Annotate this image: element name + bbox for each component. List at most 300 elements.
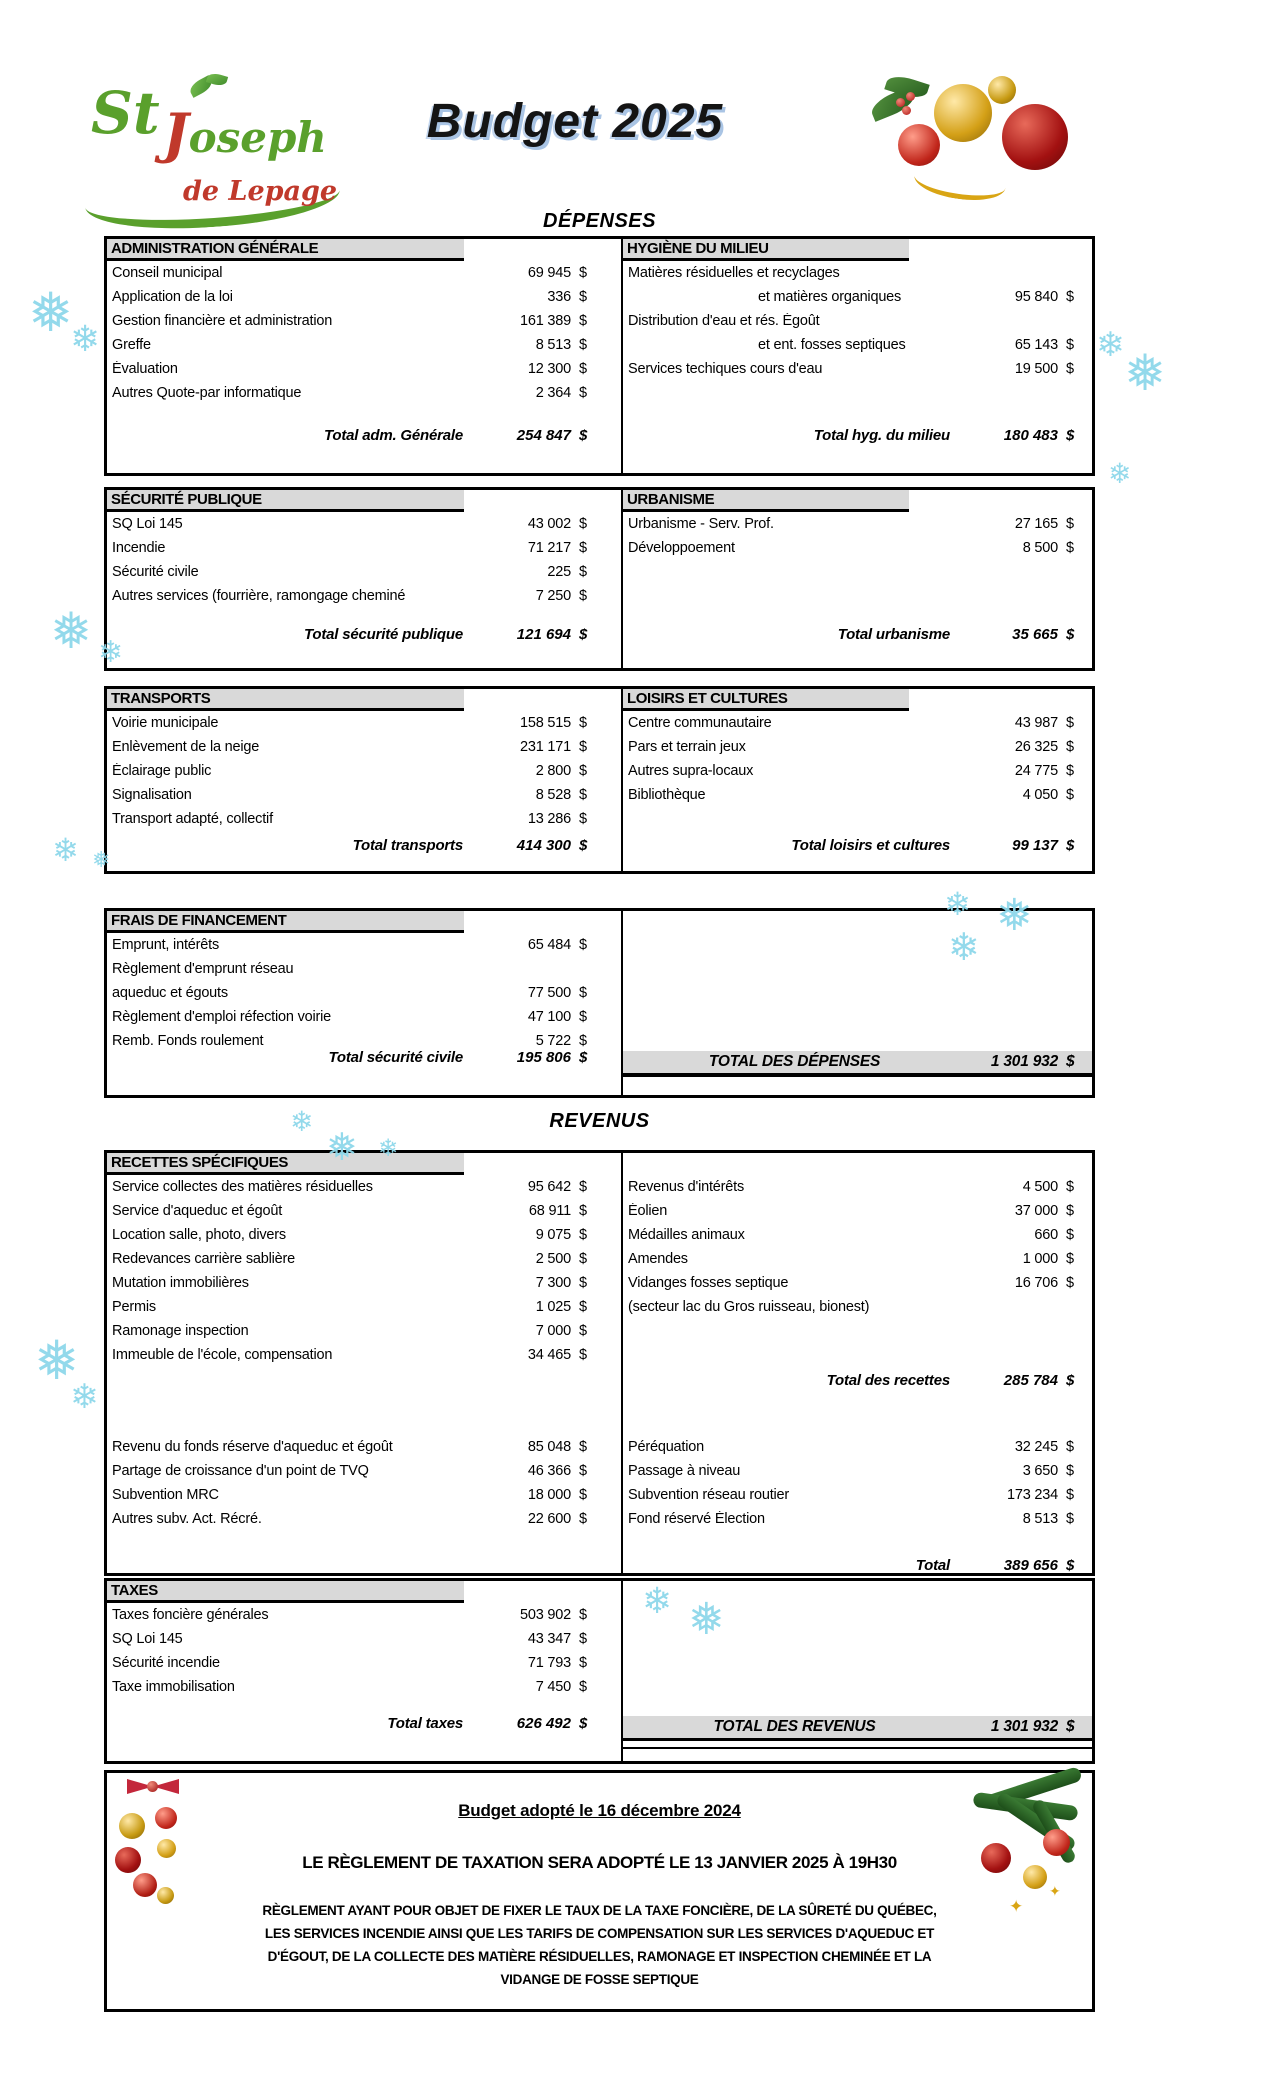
- currency-symbol: $: [579, 1203, 587, 1219]
- snowflake-icon: ❄: [1108, 457, 1132, 490]
- reglement-details-paragraph: RÈGLEMENT AYANT POUR OBJET DE FIXER LE TAUX DE LA TAXE FONCIÈRE, DE LA SÛRETÉ DU QUÉBEC, LES SERVICES INCENDIE AINSI QUE LES TARIFS DE COMPENSATION SUR LES SERVICES D'AQUEDUC ET D'ÉGOUT, DE LA COLLECTE DES MATIÈRE RÉSIDUELLES, RAMONAGE ET INSPECTION CHEMINÉE ET LA VIDANGE DE FOSSE SEPTIQUE: [262, 1903, 937, 1987]
- currency-symbol: $: [1066, 625, 1075, 643]
- row-value: 95 642: [527, 1179, 571, 1195]
- currency-symbol: $: [579, 1033, 587, 1049]
- row-value: 1 025: [535, 1299, 571, 1315]
- currency-symbol: $: [579, 1009, 587, 1025]
- row-label: Pars et terrain jeux: [628, 739, 746, 755]
- holly-berry-icon: [902, 106, 911, 115]
- currency-symbol: $: [1066, 1511, 1074, 1527]
- logo-text-st: St: [91, 79, 160, 147]
- snowflake-icon: ❄: [642, 1581, 673, 1622]
- pine-branch-image: [943, 1773, 1088, 1943]
- row-value: 47 100: [527, 1009, 571, 1025]
- row-label: Développoement: [628, 540, 735, 556]
- currency-symbol: $: [579, 1179, 587, 1195]
- gold-bauble-icon: [119, 1813, 145, 1839]
- row-label: Signalisation: [112, 787, 192, 803]
- currency-symbol: $: [1066, 763, 1074, 779]
- red-bauble-icon: [115, 1847, 141, 1873]
- table-row: [107, 1675, 621, 1699]
- table-row: [107, 536, 621, 560]
- section-header: [623, 689, 909, 711]
- row-value: 69 945: [527, 265, 571, 281]
- table-row: [107, 1651, 621, 1675]
- row-value: 71 793: [527, 1655, 571, 1671]
- section-recettes-droite: [623, 1153, 1092, 1573]
- currency-symbol: $: [579, 1714, 588, 1732]
- table-row: [107, 1247, 621, 1271]
- red-bauble-icon: [981, 1843, 1011, 1873]
- row-value: 46 366: [527, 1463, 571, 1479]
- row-label: Greffe: [112, 337, 151, 353]
- currency-symbol: $: [579, 1511, 587, 1527]
- red-bauble-icon: [155, 1807, 177, 1829]
- currency-symbol: $: [579, 337, 587, 353]
- currency-symbol: $: [579, 1439, 587, 1455]
- row-value: 24 775: [1014, 763, 1058, 779]
- currency-symbol: $: [579, 1607, 587, 1623]
- row-value: 43 002: [527, 516, 571, 532]
- row-value: 77 500: [527, 985, 571, 1001]
- row-label: Services techiques cours d'eau: [628, 361, 823, 377]
- currency-symbol: $: [1066, 1371, 1075, 1389]
- section-title: URBANISME: [627, 491, 715, 508]
- table-row: [623, 711, 1092, 735]
- total-value: 180 483: [1003, 426, 1058, 444]
- total-depenses-row: [623, 1051, 1092, 1077]
- section-title: SÉCURITÉ PUBLIQUE: [111, 491, 262, 508]
- total-value: 414 300: [516, 836, 571, 854]
- total-label: Total urbanisme: [837, 625, 950, 643]
- row-label: Taxe immobilisation: [112, 1679, 235, 1695]
- depenses-section-title: DÉPENSES: [543, 210, 656, 232]
- row-value: 7 000: [535, 1323, 571, 1339]
- row-value: 225: [547, 564, 571, 580]
- table-row: [623, 735, 1092, 759]
- bow-knot-icon: [147, 1781, 158, 1792]
- footer-notice-box: [104, 1770, 1095, 2012]
- row-value: 43 347: [527, 1631, 571, 1647]
- section-hygiene-du-milieu: [623, 239, 1092, 473]
- currency-symbol: $: [579, 385, 587, 401]
- row-value: 7 250: [535, 588, 571, 604]
- currency-symbol: $: [1066, 1439, 1074, 1455]
- row-value: 161 389: [519, 313, 571, 329]
- section-title: ADMINISTRATION GÉNÉRALE: [111, 240, 319, 257]
- table-row: [623, 1271, 1092, 1295]
- total-revenus-row: [623, 1716, 1092, 1741]
- currency-symbol: $: [579, 763, 587, 779]
- currency-symbol: $: [1066, 426, 1075, 444]
- row-label: Autres subv. Act. Récré.: [112, 1511, 262, 1527]
- row-value: 95 840: [1014, 289, 1058, 305]
- row-label: Autres Quote-par informatique: [112, 385, 302, 401]
- red-bauble-icon: [898, 124, 940, 166]
- budget-adopted-line: Budget adopté le 16 décembre 2024: [458, 1801, 741, 1820]
- currency-symbol: $: [579, 426, 588, 444]
- row-value: 19 500: [1014, 361, 1058, 377]
- total-label: Total adm. Générale: [323, 426, 463, 444]
- red-bauble-icon: [1043, 1829, 1070, 1856]
- table-row: [107, 759, 621, 783]
- row-label: Distribution d'eau et rés. Égoût: [628, 313, 820, 329]
- rows-subventions-left: [107, 1435, 621, 1531]
- currency-symbol: $: [579, 1275, 587, 1291]
- footer-content: [227, 1773, 972, 1991]
- gold-bauble-icon: [988, 76, 1016, 104]
- total-row: [107, 1711, 621, 1735]
- table-row: [107, 1507, 621, 1531]
- section-header: [107, 490, 464, 512]
- snowflake-icon: ❅: [996, 890, 1033, 941]
- row-value: 22 600: [527, 1511, 571, 1527]
- row-value: 18 000: [527, 1487, 571, 1503]
- row-label: Partage de croissance d'un point de TVQ: [112, 1463, 369, 1479]
- row-value: 4 050: [1022, 787, 1058, 803]
- table-row: [107, 1005, 621, 1029]
- currency-symbol: $: [1066, 1053, 1075, 1070]
- row-value: 231 171: [519, 739, 571, 755]
- gold-bauble-icon: [157, 1887, 174, 1904]
- currency-symbol: $: [1066, 1227, 1074, 1243]
- table-row: [107, 1271, 621, 1295]
- snowflake-icon: ❅: [34, 1329, 80, 1392]
- currency-symbol: $: [1066, 787, 1074, 803]
- snowflake-icon: ❄: [378, 1134, 399, 1162]
- table-row: [623, 261, 1092, 285]
- total-row: [623, 423, 1092, 447]
- currency-symbol: $: [579, 625, 588, 643]
- total-value: 254 847: [516, 426, 571, 444]
- total-value: 99 137: [1012, 836, 1058, 854]
- row-label: Voirie municipale: [112, 715, 219, 731]
- currency-symbol: $: [579, 787, 587, 803]
- total-row: [623, 622, 1092, 646]
- currency-symbol: $: [579, 361, 587, 377]
- currency-symbol: $: [579, 265, 587, 281]
- row-label: Location salle, photo, divers: [112, 1227, 286, 1243]
- star-icon: ✦: [1049, 1884, 1061, 1900]
- total-value: 389 656: [1003, 1556, 1058, 1574]
- rows-taxes: [107, 1603, 621, 1699]
- rows-urbanisme: [623, 512, 1092, 560]
- currency-symbol: $: [579, 739, 587, 755]
- double-underline: [623, 1747, 1092, 1749]
- row-value: 5 722: [535, 1033, 571, 1049]
- table-row: [623, 1295, 1092, 1319]
- currency-symbol: $: [1066, 1556, 1075, 1574]
- currency-symbol: $: [1066, 836, 1075, 854]
- row-value: 32 245: [1014, 1439, 1058, 1455]
- table-row: [107, 1295, 621, 1319]
- row-label: Fond réservé Élection: [628, 1511, 765, 1527]
- table-row: [107, 957, 621, 981]
- section-header: [107, 239, 464, 261]
- logo-text-joseph: Joseph: [163, 101, 327, 165]
- currency-symbol: $: [579, 1323, 587, 1339]
- table-row: [107, 1175, 621, 1199]
- rows-loisirs: [623, 711, 1092, 807]
- currency-symbol: $: [579, 313, 587, 329]
- table-row: [623, 536, 1092, 560]
- row-label: Immeuble de l'école, compensation: [112, 1347, 333, 1363]
- total-row: [107, 1045, 621, 1069]
- currency-symbol: $: [579, 1227, 587, 1243]
- row-value: 43 987: [1014, 715, 1058, 731]
- rows-hygiene: [623, 261, 1092, 381]
- row-value: 65 484: [527, 937, 571, 953]
- row-label: Subvention MRC: [112, 1487, 219, 1503]
- section-transports: [107, 689, 623, 871]
- christmas-ornaments-image: [113, 1777, 208, 1917]
- section-title: TAXES: [111, 1582, 158, 1599]
- gold-bauble-icon: [1023, 1865, 1047, 1889]
- row-label: SQ Loi 145: [112, 1631, 183, 1647]
- currency-symbol: $: [1066, 1463, 1074, 1479]
- currency-symbol: $: [579, 1487, 587, 1503]
- row-label: Service collectes des matières résiduelles: [112, 1179, 373, 1195]
- total-row: [107, 833, 621, 857]
- row-value: 8 513: [535, 337, 571, 353]
- row-value: 4 500: [1022, 1179, 1058, 1195]
- total-value: 285 784: [1003, 1371, 1058, 1389]
- table-row: [623, 1199, 1092, 1223]
- row-label: Service d'aqueduc et égoût: [112, 1203, 283, 1219]
- row-label: aqueduc et égouts: [112, 985, 228, 1001]
- table-row: [623, 759, 1092, 783]
- grand-total-value: 1 301 932: [990, 1053, 1058, 1070]
- gold-bauble-icon: [157, 1839, 176, 1858]
- table-row: [107, 333, 621, 357]
- total-value: 626 492: [516, 1714, 571, 1732]
- section-taxes: [107, 1581, 623, 1761]
- table-row: [107, 1199, 621, 1223]
- row-label: Sécurité civile: [112, 564, 199, 580]
- row-label: Transport adapté, collectif: [112, 811, 273, 827]
- row-label: Autres supra-locaux: [628, 763, 754, 779]
- total-label: Total hyg. du milieu: [813, 426, 950, 444]
- row-label: Conseil municipal: [112, 265, 223, 281]
- row-label: Revenus d'intérêts: [628, 1179, 745, 1195]
- currency-symbol: $: [1066, 1275, 1074, 1291]
- table-row: [623, 1459, 1092, 1483]
- row-value: 27 165: [1014, 516, 1058, 532]
- row-value: 7 450: [535, 1679, 571, 1695]
- currency-symbol: $: [1066, 1718, 1075, 1735]
- snowflake-icon: ❅: [28, 281, 74, 344]
- revenus-section-title: REVENUS: [549, 1110, 650, 1132]
- total-recettes-row: [623, 1368, 1092, 1392]
- currency-symbol: $: [1066, 540, 1074, 556]
- table-admin-hygiene: [104, 236, 1095, 476]
- row-label: Amendes: [628, 1251, 688, 1267]
- currency-symbol: $: [1066, 516, 1074, 532]
- taxation-reglement-line: LE RÈGLEMENT DE TAXATION SERA ADOPTÉ LE 13 JANVIER 2025 À 19H30: [302, 1853, 897, 1872]
- row-value: 34 465: [527, 1347, 571, 1363]
- currency-symbol: $: [579, 1347, 587, 1363]
- table-row: [623, 1223, 1092, 1247]
- currency-symbol: $: [1066, 337, 1074, 353]
- snowflake-icon: ❄: [98, 635, 124, 670]
- currency-symbol: $: [579, 1631, 587, 1647]
- currency-symbol: $: [1066, 1179, 1074, 1195]
- currency-symbol: $: [1066, 361, 1074, 377]
- row-label: Application de la loi: [112, 289, 233, 305]
- table-row: [107, 1343, 621, 1367]
- table-row: [623, 285, 1092, 309]
- total-label: Total loisirs et cultures: [791, 836, 950, 854]
- currency-symbol: $: [579, 1679, 587, 1695]
- rows-admin: [107, 261, 621, 405]
- currency-symbol: $: [579, 1048, 588, 1066]
- row-label: Passage à niveau: [628, 1463, 741, 1479]
- table-row: [107, 1319, 621, 1343]
- currency-symbol: $: [579, 516, 587, 532]
- grand-total-value: 1 301 932: [990, 1718, 1058, 1735]
- row-value: 9 075: [535, 1227, 571, 1243]
- table-row: [623, 1247, 1092, 1271]
- table-row: [107, 357, 621, 381]
- row-value: 7 300: [535, 1275, 571, 1291]
- table-recettes: [104, 1150, 1095, 1576]
- row-value: 13 286: [527, 811, 571, 827]
- row-value: 8 528: [535, 787, 571, 803]
- snowflake-icon: ❄: [944, 885, 971, 923]
- section-securite-publique: [107, 490, 623, 668]
- row-label: Subvention réseau routier: [628, 1487, 790, 1503]
- row-value: 8 513: [1022, 1511, 1058, 1527]
- row-label: Revenu du fonds réserve d'aqueduc et égoût: [112, 1439, 393, 1455]
- currency-symbol: $: [579, 1463, 587, 1479]
- table-row: [623, 333, 1092, 357]
- snowflake-icon: ❅: [688, 1594, 725, 1645]
- table-row: [107, 1603, 621, 1627]
- row-label: Médailles animaux: [628, 1227, 745, 1243]
- row-label: Incendie: [112, 540, 166, 556]
- currency-symbol: $: [1066, 289, 1074, 305]
- section-administration-generale: [107, 239, 623, 473]
- table-row: [107, 584, 621, 608]
- table-row: [623, 783, 1092, 807]
- table-row: [623, 309, 1092, 333]
- rows-securite: [107, 512, 621, 608]
- total-row: [107, 622, 621, 646]
- logo-text-de-lepage: de Lepage: [183, 176, 338, 207]
- currency-symbol: $: [579, 811, 587, 827]
- table-row: [623, 512, 1092, 536]
- rows-recettes-left: [107, 1175, 621, 1367]
- section-header: [107, 1581, 464, 1603]
- currency-symbol: $: [579, 564, 587, 580]
- row-value: 65 143: [1014, 337, 1058, 353]
- row-label: Urbanisme - Serv. Prof.: [628, 516, 774, 532]
- row-label: Mutation immobilières: [112, 1275, 249, 1291]
- currency-symbol: $: [579, 937, 587, 953]
- row-label: Éolien: [628, 1203, 668, 1219]
- row-label: Centre communautaire: [628, 715, 772, 731]
- table-taxes-total: [104, 1578, 1095, 1764]
- red-bauble-icon: [133, 1873, 157, 1897]
- currency-symbol: $: [579, 985, 587, 1001]
- section-header: [107, 689, 464, 711]
- row-label: Éclairage public: [112, 763, 212, 779]
- table-row: [107, 1459, 621, 1483]
- table-row: [107, 933, 621, 957]
- table-row: [107, 783, 621, 807]
- total-label: Total des recettes: [826, 1371, 950, 1389]
- row-value: 173 234: [1006, 1487, 1058, 1503]
- row-value: 68 911: [528, 1203, 571, 1219]
- currency-symbol: $: [1066, 739, 1074, 755]
- section-header: [623, 239, 909, 261]
- total-label: Total taxes: [387, 1714, 463, 1732]
- row-value: 503 902: [519, 1607, 571, 1623]
- section-urbanisme: [623, 490, 1092, 668]
- currency-symbol: $: [579, 540, 587, 556]
- rows-transports: [107, 711, 621, 831]
- currency-symbol: $: [579, 836, 588, 854]
- section-loisirs-cultures: [623, 689, 1092, 871]
- snowflake-icon: ❅: [92, 848, 111, 873]
- table-row: [107, 1435, 621, 1459]
- section-header: [107, 1153, 464, 1175]
- row-label: Bibliothèque: [628, 787, 706, 803]
- holly-berry-icon: [906, 92, 915, 101]
- row-label: Autres services (fourrière, ramongage cheminé: [112, 588, 406, 604]
- section-frais-financement: [107, 911, 623, 1095]
- grand-total-label: TOTAL DES DÉPENSES: [708, 1053, 881, 1070]
- snowflake-icon: ❄: [948, 925, 980, 969]
- row-label: Remb. Fonds roulement: [112, 1033, 264, 1049]
- section-title: TRANSPORTS: [111, 690, 211, 707]
- total-value: 35 665: [1012, 625, 1058, 643]
- snowflake-icon: ❄: [290, 1105, 314, 1138]
- snowflake-icon: ❄: [70, 1377, 99, 1417]
- total-row: [107, 423, 621, 447]
- total-row: [623, 1553, 1092, 1577]
- currency-symbol: $: [579, 1299, 587, 1315]
- grand-total-label: TOTAL DES REVENUS: [713, 1718, 876, 1735]
- row-label: Règlement d'emploi réfection voirie: [112, 1009, 332, 1025]
- section-title: LOISIRS ET CULTURES: [627, 690, 788, 707]
- row-value: 71 217: [527, 540, 571, 556]
- table-row: [107, 1223, 621, 1247]
- row-value: 336: [547, 289, 571, 305]
- row-label: SQ Loi 145: [112, 516, 183, 532]
- gold-ribbon-icon: [912, 158, 1008, 205]
- row-value: 2 800: [535, 763, 571, 779]
- page-title: Budget 2025: [426, 95, 724, 148]
- total-value: 121 694: [516, 625, 571, 643]
- section-title: RECETTES SPÉCIFIQUES: [111, 1154, 289, 1171]
- total-label: Total sécurité publique: [303, 625, 463, 643]
- table-row: [107, 309, 621, 333]
- total-label: Total: [915, 1556, 950, 1574]
- row-label: Gestion financière et administration: [112, 313, 333, 329]
- row-value: 8 500: [1022, 540, 1058, 556]
- row-value: 85 048: [527, 1439, 571, 1455]
- row-label: Vidanges fosses septique: [628, 1275, 789, 1291]
- table-row: [107, 981, 621, 1005]
- currency-symbol: $: [1066, 1487, 1074, 1503]
- currency-symbol: $: [579, 1655, 587, 1671]
- table-row: [623, 1483, 1092, 1507]
- row-label: et matières organiques: [758, 289, 902, 305]
- snowflake-icon: ❄: [1096, 325, 1125, 365]
- table-financement-total: [104, 908, 1095, 1098]
- row-label: Redevances carrière sablière: [112, 1251, 295, 1267]
